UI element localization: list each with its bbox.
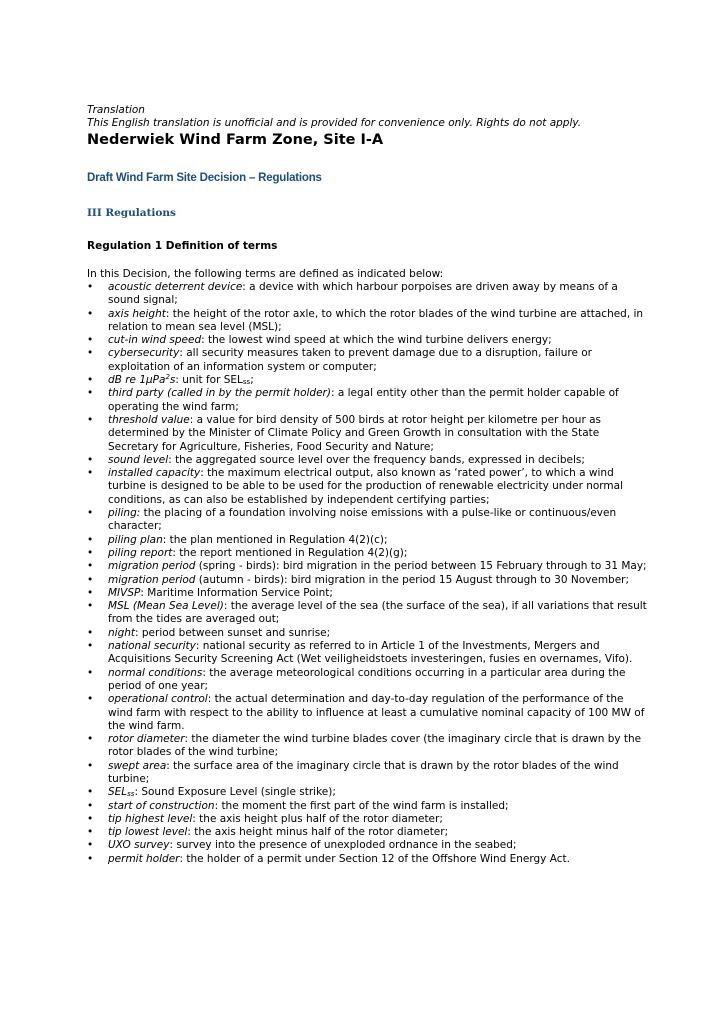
term-definition: (spring - birds): bird migration in the period between 15 February through to 31 May; xyxy=(195,560,647,573)
term-name: cut-in wind speed xyxy=(108,334,202,347)
term-name: tip highest level xyxy=(108,812,193,825)
list-item xyxy=(87,308,647,335)
page-subtitle: Draft Wind Farm Site Decision – Regulations xyxy=(87,172,322,184)
term-name: migration period xyxy=(108,560,196,573)
term-name: tip lowest level xyxy=(108,826,188,839)
term-definition: : the axis height plus half of the rotor diameter; xyxy=(192,812,443,825)
term-definition: : Maritime Information Service Point; xyxy=(140,586,333,599)
list-item xyxy=(87,334,647,347)
translation-label: Translation xyxy=(87,104,145,116)
term-name: piling: xyxy=(108,507,141,520)
page-title: Nederwiek Wind Farm Zone, Site I-A xyxy=(87,132,384,148)
term-name: acoustic deterrent device xyxy=(108,281,243,293)
term-definition: : the moment the first part of the wind farm is installed; xyxy=(214,799,509,812)
term-name: rotor diameter xyxy=(108,733,185,746)
term-definition: : the axis height minus half of the rotor diameter; xyxy=(187,826,449,839)
term-definition: : the lowest wind speed at which the wind turbine delivers energy; xyxy=(201,334,552,347)
term-name xyxy=(108,374,175,386)
list-item xyxy=(87,640,647,667)
term-name: migration period xyxy=(108,573,196,586)
list-item xyxy=(87,347,647,374)
term-name: night xyxy=(108,626,136,639)
list-item xyxy=(87,813,647,826)
term-name-part: s xyxy=(169,374,176,387)
term-name: UXO survey xyxy=(108,839,170,852)
list-item xyxy=(87,547,647,560)
term-definition: the placing of a foundation involving noise emissions with a pulse-like or continuous/even character; xyxy=(108,507,617,533)
term-definition: ; xyxy=(250,374,254,387)
section-title: III Regulations xyxy=(87,207,176,219)
list-item xyxy=(87,839,647,852)
regulation-title: Regulation 1 Definition of terms xyxy=(87,240,278,252)
term-name: sound level xyxy=(108,453,169,466)
list-item xyxy=(87,760,647,787)
term-definition: : the holder of a permit under Section 12 of the Offshore Wind Energy Act. xyxy=(179,852,570,865)
term-definition: (autumn - birds): bird migration in the period 15 August through to 30 November; xyxy=(195,573,630,586)
term-name: normal conditions xyxy=(108,666,203,679)
term-definition: : period between sunset and sunrise; xyxy=(135,626,331,639)
term-definition: : the surface area of the imaginary circle that is drawn by the rotor blades of the wind turbine; xyxy=(108,759,619,785)
list-item xyxy=(87,574,647,587)
list-item xyxy=(87,534,647,547)
term-definition: : survey into the presence of unexploded ordnance in the seabed; xyxy=(169,839,517,852)
term-name: cybersecurity xyxy=(108,347,180,360)
list-item xyxy=(87,733,647,760)
list-item xyxy=(87,387,647,414)
terms-list xyxy=(87,281,647,866)
term-name: swept area xyxy=(108,759,167,772)
list-item xyxy=(87,693,647,733)
term-name: piling plan xyxy=(108,533,163,546)
list-item xyxy=(87,853,647,866)
term-name: MSL (Mean Sea Level) xyxy=(108,600,224,613)
list-item xyxy=(87,587,647,600)
term-name: third party (called in by the permit holder) xyxy=(108,387,331,400)
term-definition: : the average level of the sea (the surface of the sea), if all variations that result from the tides are averaged out; xyxy=(108,600,647,626)
term-definition: : a value for bird density of 500 birds at rotor height per kilometre per hour as determined by the Minister of Climate Policy and Green Growth in consultation with the State Secretary for Agriculture, Fisheries, Food Security and Nature; xyxy=(108,413,602,453)
term-definition: : unit for SEL xyxy=(175,374,243,387)
term-name xyxy=(108,786,134,798)
list-item xyxy=(87,281,647,308)
list-item xyxy=(87,374,647,387)
term-definition: : a legal entity other than the permit holder capable of operating the wind farm; xyxy=(108,387,619,413)
term-name: piling report xyxy=(108,546,173,559)
term-name: national security xyxy=(108,640,196,653)
list-item xyxy=(87,667,647,694)
list-item xyxy=(87,627,647,640)
definition-subscript: ss xyxy=(242,378,251,387)
list-item xyxy=(87,454,647,467)
list-item xyxy=(87,800,647,813)
term-definition: : a device with which harbour porpoises are driven away by means of a sound signal; xyxy=(108,281,618,307)
document-page xyxy=(87,104,647,866)
list-item xyxy=(87,467,647,507)
list-item xyxy=(87,600,647,627)
term-definition: : the average meteorological conditions occurring in a particular area during the period of one year; xyxy=(108,666,626,692)
term-definition: : the maximum electrical output, also known as ‘rated power’, to which a wind turbine is designed to be able to be used for the production of renewable electricity under normal conditions, as can also be established by independent certifying parties; xyxy=(108,467,624,506)
term-name: MIVSP xyxy=(108,586,141,599)
disclaimer: This English translation is unofficial and is provided for convenience only. Rights do not apply. xyxy=(87,117,582,129)
term-definition: : the plan mentioned in Regulation 4(2)(c); xyxy=(162,533,388,546)
list-item xyxy=(87,507,647,534)
term-name: installed capacity xyxy=(108,467,201,480)
term-name: start of construction xyxy=(108,799,215,812)
term-definition: : national security as referred to in Article 1 of the Investments, Mergers and Acquisitions Security Screening Act (Wet veiligheidstoets investeringen, fusies en overnames, Vifo). xyxy=(108,640,633,666)
term-name: threshold value xyxy=(108,413,190,426)
intro-text: In this Decision, the following terms are defined as indicated below: xyxy=(87,268,444,280)
list-item xyxy=(87,560,647,573)
term-definition: : the height of the rotor axle, to which the rotor blades of the wind turbine are attached, in relation to mean sea level (MSL); xyxy=(108,307,644,333)
term-subscript: ss xyxy=(127,790,135,799)
term-definition: : the diameter the wind turbine blades cover (the imaginary circle that is drawn by the rotor blades of the wind turbine; xyxy=(108,733,642,759)
term-name-part: dB re 1μPa xyxy=(108,374,166,387)
list-item xyxy=(87,826,647,839)
term-name: permit holder xyxy=(108,852,180,865)
term-definition: : the report mentioned in Regulation 4(2)(g); xyxy=(172,546,408,559)
term-name: axis height xyxy=(108,307,166,320)
term-definition: : the aggregated source level over the frequency bands, expressed in decibels; xyxy=(168,453,585,466)
term-superscript: 2 xyxy=(165,373,170,382)
term-definition: : Sound Exposure Level (single strike); xyxy=(134,786,336,799)
list-item xyxy=(87,414,647,454)
term-name-part: SEL xyxy=(108,786,128,799)
term-definition: : the actual determination and day-to-day regulation of the performance of the wind farm with respect to the ability to influence at least a cumulative nominal capacity of 100 MW of the wind farm. xyxy=(108,693,645,732)
term-name: operational control xyxy=(108,693,208,706)
list-item xyxy=(87,786,647,799)
term-definition: : all security measures taken to prevent damage due to a disruption, failure or exploitation of an information system or computer; xyxy=(108,347,593,373)
